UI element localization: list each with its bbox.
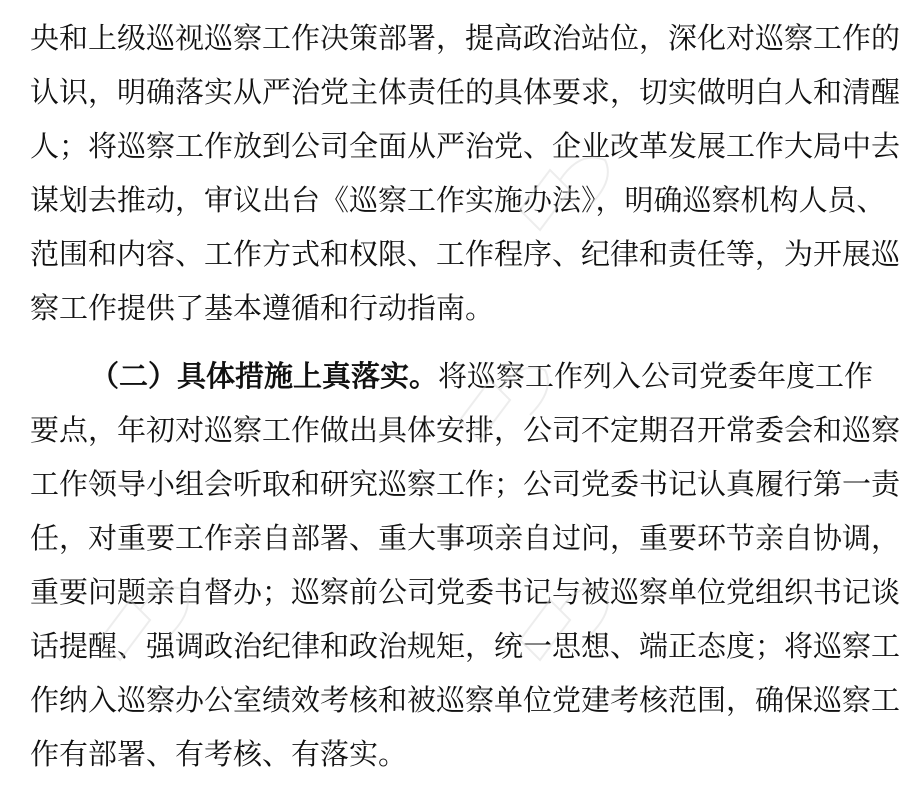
paragraph-2-line-7: 作纳入巡察办公室绩效考核和被巡察单位党建考核范围，确保巡察工 xyxy=(30,683,900,717)
paragraph-2-line-8: 作有部署、有考核、有落实。 xyxy=(30,737,408,771)
paragraph-2-line-3: 工作领导小组会听取和研究巡察工作；公司党委书记认真履行第一责 xyxy=(30,467,900,501)
section-heading: （二）具体措施上真落实。 xyxy=(90,359,439,393)
paragraph-1-line-1: 央和上级巡视巡察工作决策部署，提高政治站位，深化对巡察工作的 xyxy=(30,21,900,55)
paragraph-1-line-4: 谋划去推动，审议出台《巡察工作实施办法》，明确巡察机构人员、 xyxy=(30,183,886,217)
paragraph-2-line-4: 任，对重要工作亲自部署、重大事项亲自过问，重要环节亲自协调， xyxy=(30,521,900,555)
paragraph-2-line-1-text: 将巡察工作列入公司党委年度工作 xyxy=(438,359,874,393)
paragraph-1-line-2: 认识，明确落实从严治党主体责任的具体要求，切实做明白人和清醒 xyxy=(30,75,900,109)
paragraph-2-line-2: 要点，年初对巡察工作做出具体安排，公司不定期召开常委会和巡察 xyxy=(30,413,900,447)
paragraph-1-line-6: 察工作提供了基本遵循和行动指南。 xyxy=(30,291,495,325)
paragraph-2-line-1 xyxy=(90,350,874,402)
paragraph-1-line-3: 人；将巡察工作放到公司全面从严治党、企业改革发展工作大局中去 xyxy=(30,129,900,163)
paragraph-1-line-5: 范围和内容、工作方式和权限、工作程序、纪律和责任等，为开展巡 xyxy=(30,237,900,271)
paragraph-2-line-5: 重要问题亲自督办；巡察前公司党委书记与被巡察单位党组织书记谈 xyxy=(30,575,900,609)
paragraph-2-line-6: 话提醒、强调政治纪律和政治规矩，统一思想、端正态度；将巡察工 xyxy=(30,629,900,663)
